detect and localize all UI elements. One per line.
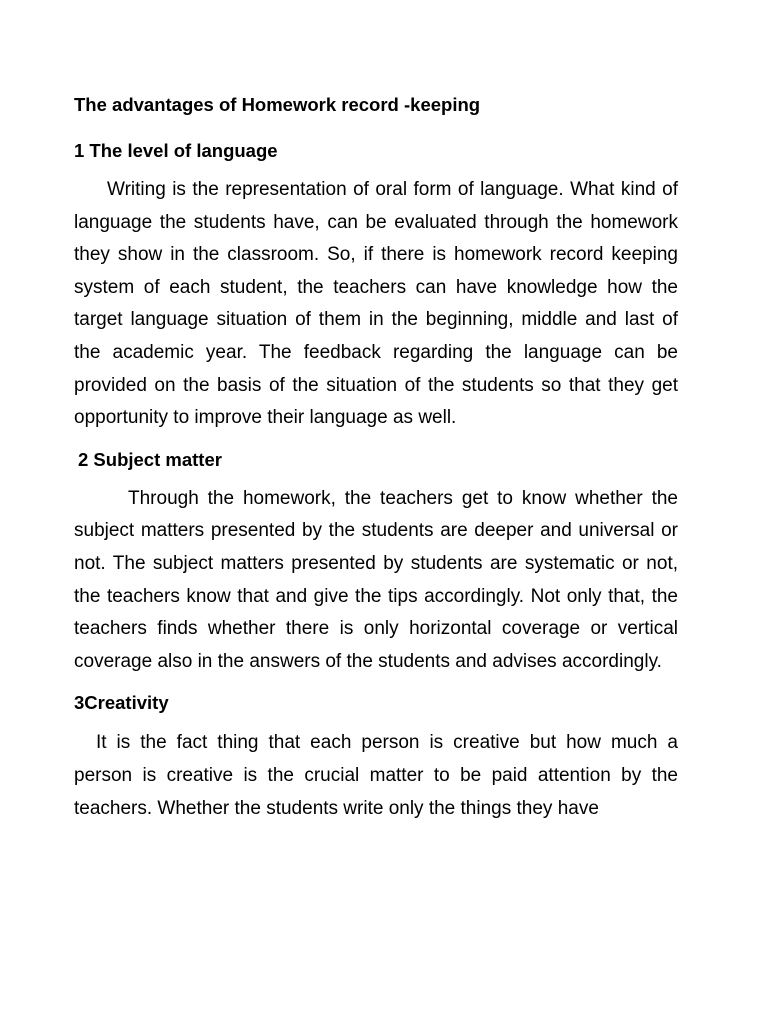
section-body-level-of-language: Writing is the representation of oral form of language. What kind of language the students have, can be evaluated through the homework they show in the classroom. So, if there is homework record keeping system of each student, the teachers can have knowledge how the target language situation of them in the beginning, middle and last of the academic year. The feedback regarding the language can be provided on the basis of the situation of the students so that they get opportunity to improve their language as well. xyxy=(74,179,678,429)
section-heading-level-of-language: 1 The level of language xyxy=(74,140,278,161)
document-page xyxy=(74,93,678,825)
section-heading-subject-matter: 2 Subject matter xyxy=(78,448,222,470)
section-body-creativity: It is the fact thing that each person is creative but how much a person is creative is the crucial matter to be paid attention by the teachers. Whether the students write only the things they have xyxy=(74,732,678,819)
section-heading-creativity: 3Creativity xyxy=(74,692,169,714)
section-body-subject-matter: Through the homework, the teachers get to know whether the subject matters presented by the students are deeper and universal or not. The subject matters presented by students are systematic or not, the teachers know that and give the tips accordingly. Not only that, the teachers finds whether there is only horizontal coverage or vertical coverage also in the answers of the students and advises accordingly. xyxy=(74,487,678,672)
document-title: The advantages of Homework record -keeping xyxy=(74,94,481,115)
